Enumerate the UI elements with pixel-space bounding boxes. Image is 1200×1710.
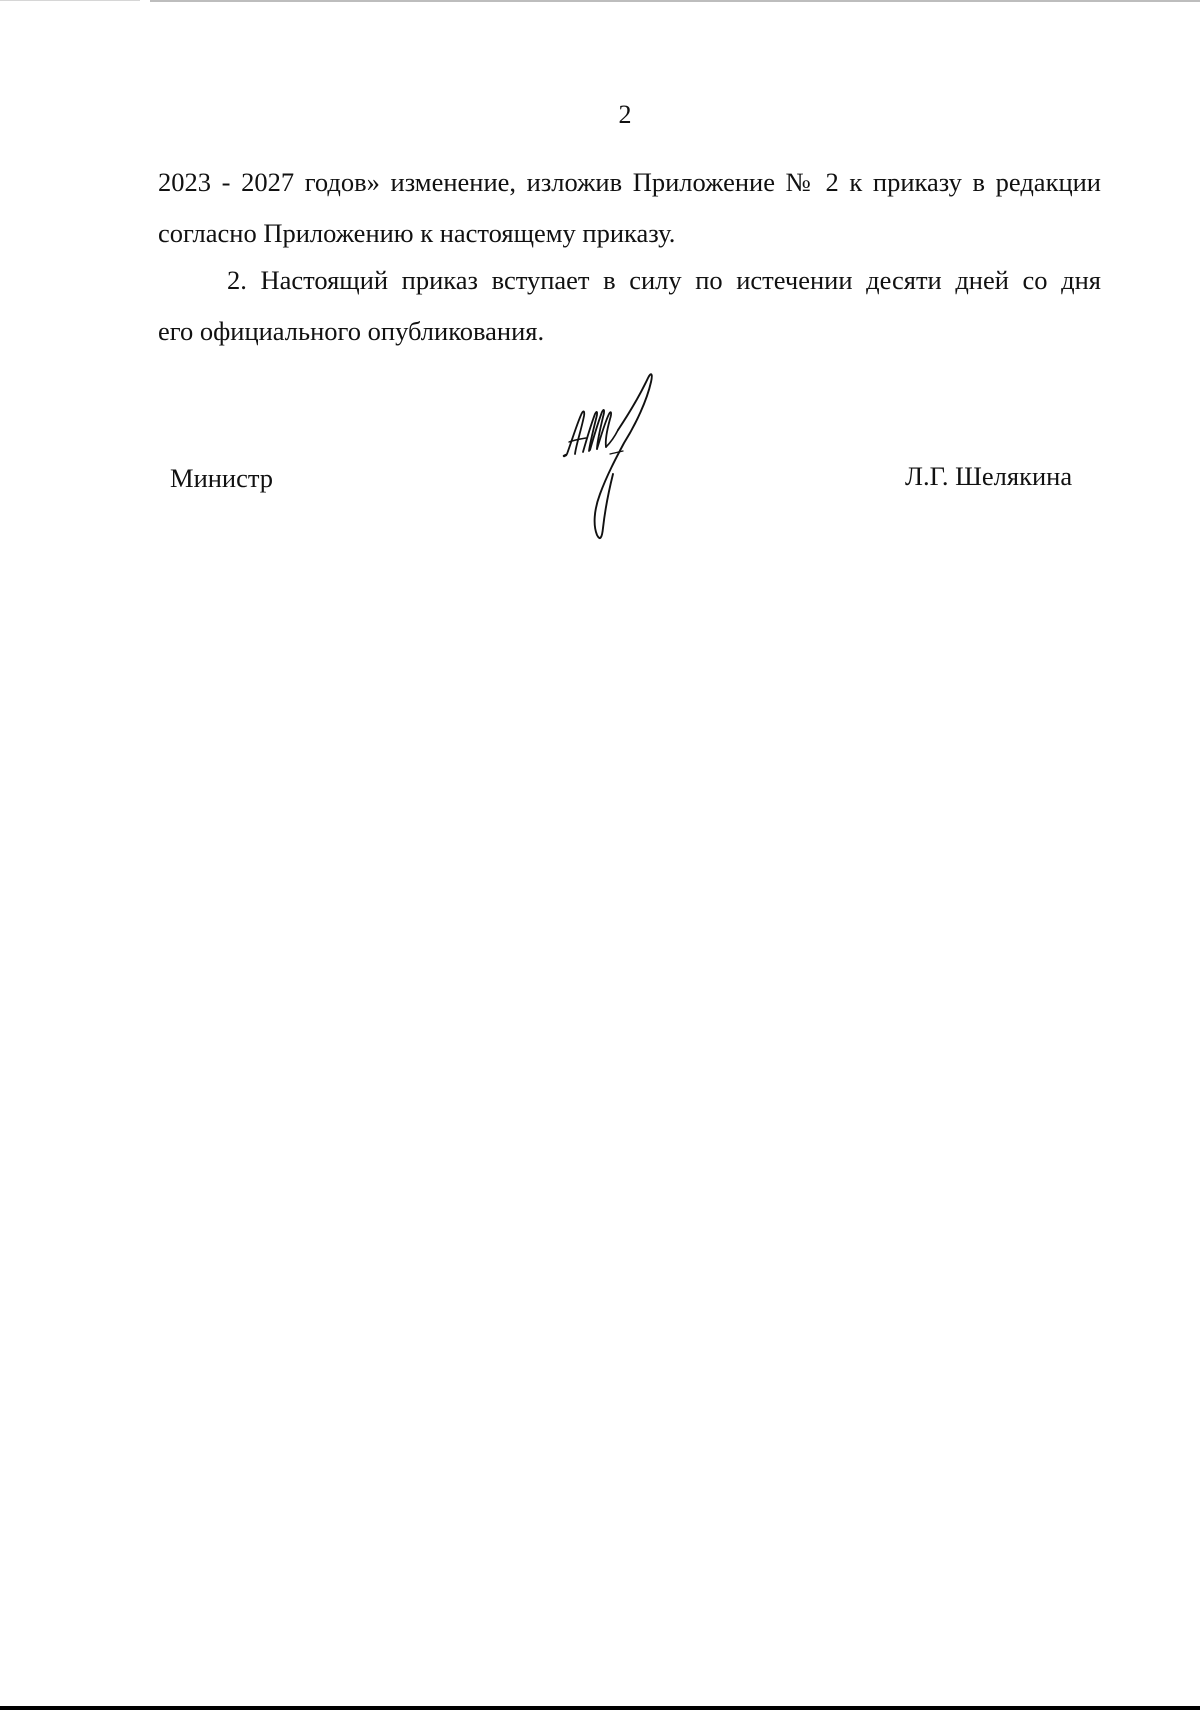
paragraph-1-line-1: 2023 - 2027 годов» изменение, изложив Приложение № 2 к приказу в редакции — [158, 167, 1101, 197]
scan-edge-bottom — [0, 1706, 1200, 1710]
scan-edge-top-left — [0, 0, 140, 1]
scan-edge-top — [150, 0, 1200, 2]
handwritten-signature — [550, 370, 680, 555]
paragraph-2-line-2: его официального опубликования. — [158, 316, 545, 346]
page-number: 2 — [618, 100, 632, 129]
signature-position-title: Министр — [170, 463, 274, 493]
signatory-name: Л.Г. Шелякина — [905, 461, 1073, 491]
paragraph-1-line-2: согласно Приложению к настоящему приказу. — [158, 218, 676, 248]
paragraph-2-line-1: 2. Настоящий приказ вступает в силу по истечении десяти дней со дня — [227, 265, 1101, 295]
